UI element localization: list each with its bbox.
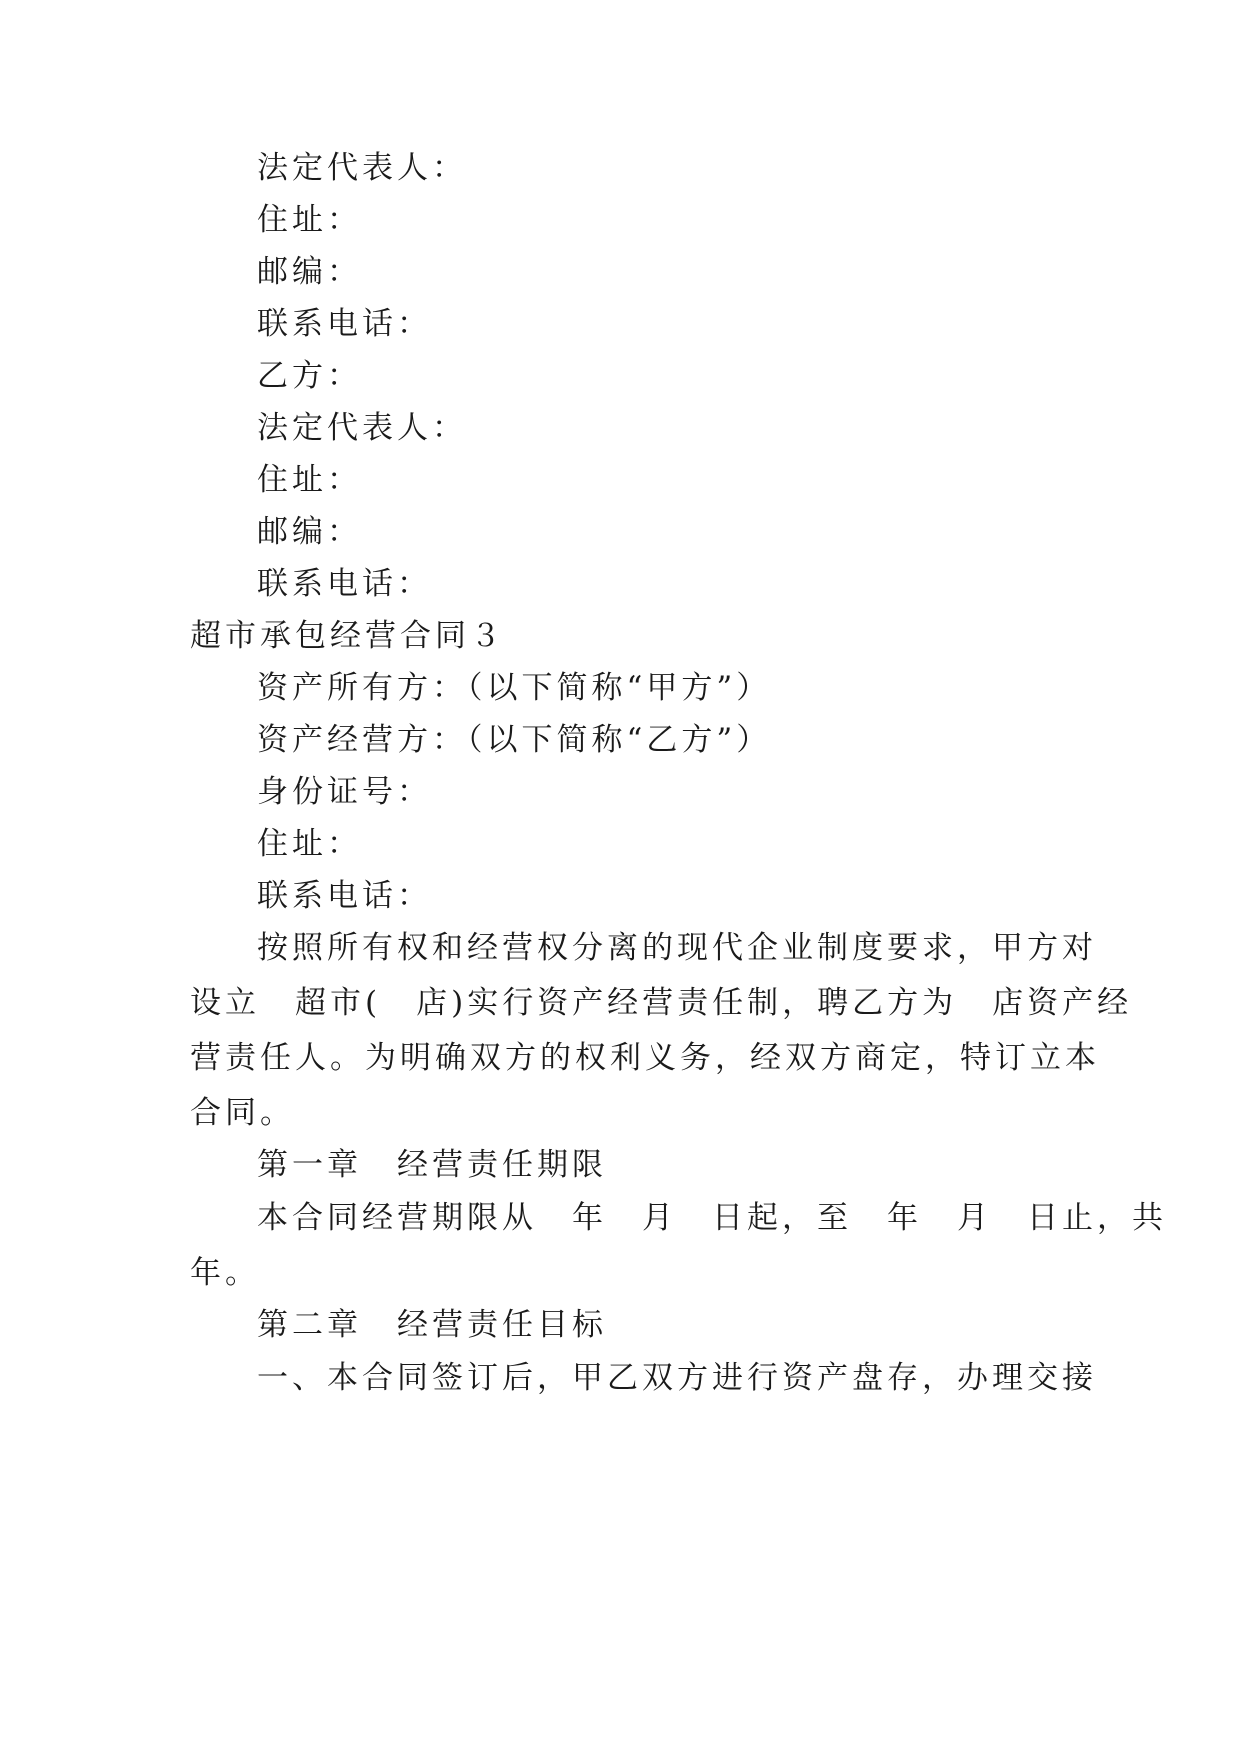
party-b-postcode-line: 邮编： — [257, 514, 362, 550]
operator-phone-line: 联系电话： — [257, 878, 432, 914]
party-b-address-line: 住址： — [257, 462, 362, 498]
party-a-address-line: 住址： — [257, 202, 362, 238]
contract-title: 超市承包经营合同３ — [190, 618, 505, 654]
chapter-1-line-1: 本合同经营期限从 年 月 日起，至 年 月 日止，共 — [257, 1200, 1167, 1236]
id-number-line: 身份证号： — [257, 774, 432, 810]
chapter-1-title: 第一章 经营责任期限 — [257, 1147, 607, 1183]
preamble-line-4: 合同。 — [190, 1095, 295, 1131]
party-a-postcode-line: 邮编： — [257, 254, 362, 290]
operator-address-line: 住址： — [257, 826, 362, 862]
party-b-label: 乙方： — [257, 358, 362, 394]
preamble-line-2: 设立 超市( 店)实行资产经营责任制，聘乙方为 店资产经 — [190, 985, 1133, 1021]
party-a-legal-rep-line: 法定代表人： — [257, 150, 467, 186]
preamble-line-3: 营责任人。为明确双方的权利义务，经双方商定，特订立本 — [190, 1040, 1100, 1076]
party-b-phone-line: 联系电话： — [257, 566, 432, 602]
chapter-2-title: 第二章 经营责任目标 — [257, 1307, 607, 1343]
asset-owner-line: 资产所有方：（以下简称“甲方”） — [257, 670, 772, 706]
chapter-2-item-1: 一、本合同签订后，甲乙双方进行资产盘存，办理交接 — [257, 1360, 1097, 1396]
party-b-legal-rep-line: 法定代表人： — [257, 410, 467, 446]
asset-operator-line: 资产经营方：（以下简称“乙方”） — [257, 722, 772, 758]
chapter-1-line-2: 年。 — [190, 1255, 260, 1291]
preamble-line-1: 按照所有权和经营权分离的现代企业制度要求，甲方对 — [257, 930, 1097, 966]
party-a-phone-line: 联系电话： — [257, 306, 432, 342]
